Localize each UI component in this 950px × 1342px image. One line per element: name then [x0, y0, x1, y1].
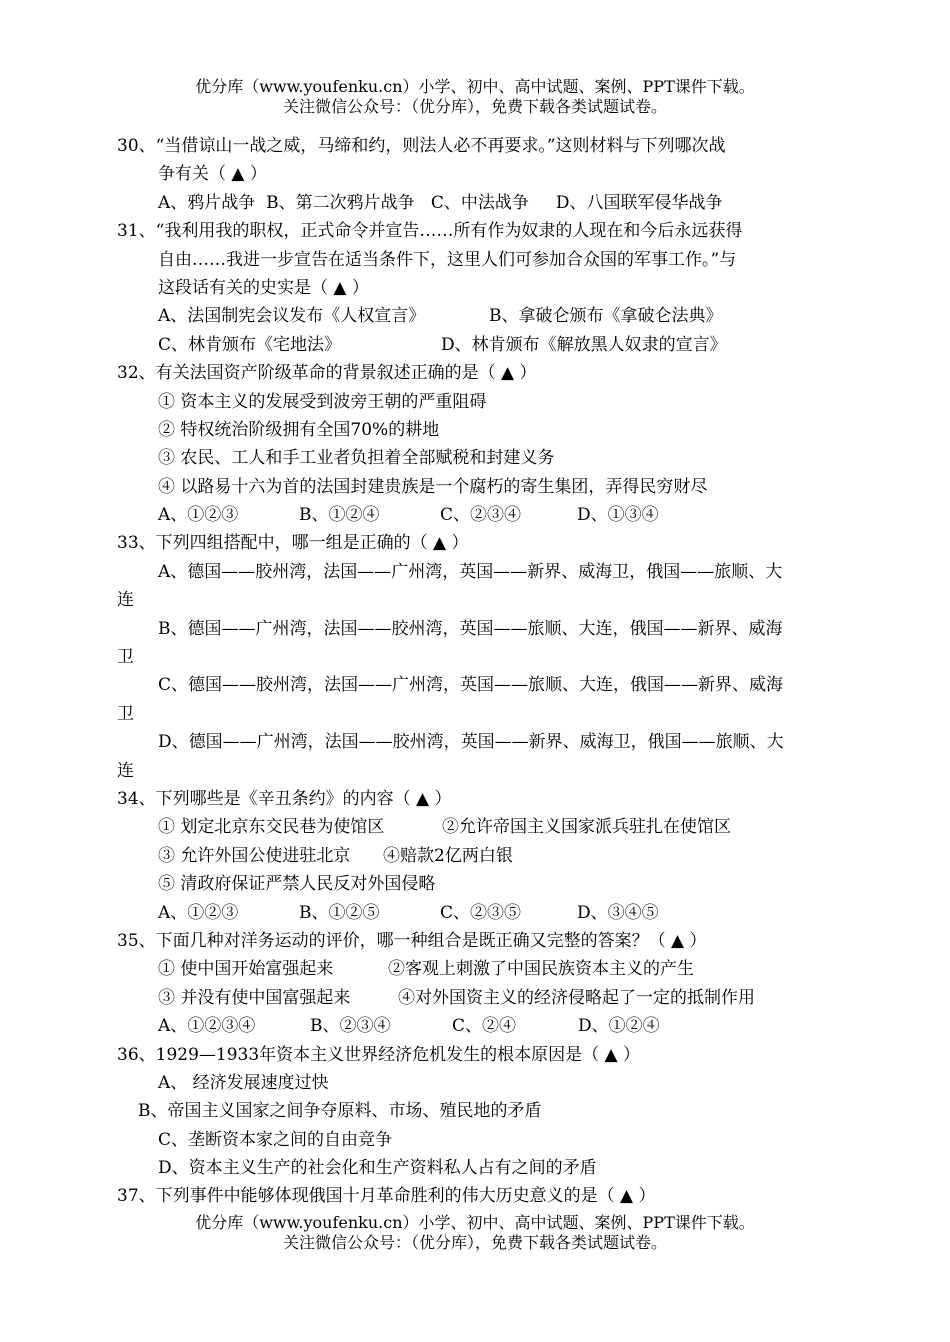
q34-option-b: B、①②⑤: [299, 902, 380, 923]
page-footer: [0, 1213, 950, 1253]
q34-statements-34: [117, 842, 837, 870]
q34-statements-12: [117, 813, 837, 841]
q32-statement-3: ③ 农民、工人和手工业者负担着全部赋税和封建义务: [158, 448, 555, 469]
q31-option-d: D、林肯颁布《解放黑人奴隶的宣言》: [441, 334, 727, 355]
q33-option-a-1: A、德国——胶州湾，法国——广州湾，英国——新界、威海卫，俄国——旅顺、大: [158, 561, 783, 582]
q35-statement-3: ③ 并没有使中国富强起来: [158, 987, 351, 1008]
q31-option-c: C、林肯颁布《宅地法》: [158, 334, 342, 355]
q32-option-c: C、②③④: [440, 505, 522, 526]
q36-option-b: B、帝国主义国家之间争夺原料、市场、殖民地的矛盾: [138, 1101, 542, 1122]
q31-option-b: B、拿破仑颁布《拿破仑法典》: [489, 306, 723, 327]
footer-line-1: 优分库（www.youfenku.cn）小学、初中、高中试题、案例、PPT课件下载。: [195, 1213, 755, 1232]
q36-option-d: D、资本主义生产的社会化和生产资料私人占有之间的矛盾: [158, 1158, 597, 1179]
q32-options: [117, 501, 837, 529]
page-header: [0, 77, 950, 117]
q30-option-c: C、中法战争: [430, 192, 529, 213]
q35-option-a: A、①②③④: [158, 1016, 256, 1037]
q35-statement-1: ① 使中国开始富强起来: [158, 959, 334, 980]
q33-option-c-2: 卫: [117, 703, 134, 724]
q34-statement-3: ③ 允许外国公使进驻北京: [158, 845, 351, 866]
q32-statement-1: ① 资本主义的发展受到波旁王朝的严重阻碍: [158, 391, 487, 412]
q34-stem: 34、下列哪些是《辛丑条约》的内容（ ▲ ）: [117, 788, 452, 809]
question-list: [117, 132, 837, 1211]
q37-stem: 37、下列事件中能够体现俄国十月革命胜利的伟大历史意义的是（ ▲ ）: [117, 1186, 656, 1207]
q31-options-cd: [117, 331, 837, 359]
header-line-2: 关注微信公众号：（优分库），免费下载各类试题试卷。: [282, 97, 667, 116]
q35-option-d: D、①②④: [578, 1016, 660, 1037]
q31-stem-2: 自由……我进一步宣告在适当条件下，这里人们可参加合众国的军事工作。”与: [158, 249, 737, 270]
q30-options: [117, 189, 837, 217]
q34-option-a: A、①②③: [158, 902, 239, 923]
q30-option-a: A、鸦片战争: [158, 192, 256, 213]
q35-statements-12: [117, 955, 837, 983]
q31-stem-1: 31、“我利用我的职权，正式命令并宣告……所有作为奴隶的人现在和今后永远获得: [117, 221, 743, 242]
footer-line-2: 关注微信公众号：（优分库），免费下载各类试题试卷。: [282, 1233, 667, 1252]
q33-option-b-2: 卫: [117, 647, 134, 668]
q34-statement-1: ① 划定北京东交民巷为使馆区: [158, 817, 385, 838]
q33-option-b-1: B、德国——广州湾，法国——胶州湾，英国——旅顺、大连，俄国——新界、威海: [158, 618, 783, 639]
q30-stem-2: 争有关（ ▲ ）: [158, 164, 267, 185]
q35-option-c: C、②④: [452, 1016, 517, 1037]
q35-stem: 35、下面几种对洋务运动的评价，哪一种组合是既正确又完整的答案？（ ▲ ）: [117, 930, 707, 951]
header-line-1: 优分库（www.youfenku.cn）小学、初中、高中试题、案例、PPT课件下载。: [195, 77, 755, 96]
q32-option-b: B、①②④: [299, 505, 380, 526]
q32-statement-4: ④ 以路易十六为首的法国封建贵族是一个腐朽的寄生集团，弄得民穷财尽: [158, 476, 708, 497]
q34-option-c: C、②③⑤: [440, 902, 522, 923]
q30-option-b: B、第二次鸦片战争: [266, 192, 415, 213]
q35-options: [117, 1012, 837, 1040]
q35-statements-34: [117, 984, 837, 1012]
q30-stem-1: 30、“当借谅山一战之威，马缔和约，则法人必不再要求。”这则材料与下列哪次战: [117, 136, 726, 156]
q36-option-a: A、 经济发展速度过快: [158, 1072, 329, 1093]
q31-option-a: A、法国制宪会议发布《人权宣言》: [158, 306, 426, 327]
q32-statement-2: ② 特权统治阶级拥有全国70%的耕地: [158, 419, 440, 440]
q31-stem-3: 这段话有关的史实是（ ▲ ）: [158, 277, 369, 298]
q34-options: [117, 899, 837, 927]
q32-option-d: D、①③④: [577, 505, 659, 526]
q35-statement-4: ④对外国资主义的经济侵略起了一定的抵制作用: [398, 987, 755, 1008]
q34-statement-2: ②允许帝国主义国家派兵驻扎在使馆区: [442, 817, 731, 838]
q33-option-a-2: 连: [117, 590, 134, 611]
q32-option-a: A、①②③: [158, 505, 239, 526]
q33-option-d-2: 连: [117, 760, 134, 781]
q36-option-c: C、垄断资本家之间的自由竞争: [158, 1129, 393, 1150]
q34-statement-5: ⑤ 清政府保证严禁人民反对外国侵略: [158, 874, 436, 895]
q30-option-d: D、八国联军侵华战争: [555, 192, 723, 213]
q32-stem: 32、有关法国资产阶级革命的背景叙述正确的是（ ▲ ）: [117, 363, 537, 384]
q36-stem: 36、1929—1933年资本主义世界经济危机发生的根本原因是（ ▲ ）: [117, 1044, 641, 1065]
q33-stem: 33、下列四组搭配中，哪一组是正确的（ ▲ ）: [117, 533, 469, 554]
q35-statement-2: ②客观上刺激了中国民族资本主义的产生: [388, 959, 694, 980]
q35-option-b: B、②③④: [310, 1016, 391, 1037]
q34-statement-4: ④赔款2亿两白银: [383, 845, 513, 866]
q33-option-d-1: D、德国——广州湾，法国——胶州湾，英国——新界、威海卫，俄国——旅顺、大: [158, 732, 784, 753]
q33-option-c-1: C、德国——胶州湾，法国——广州湾，英国——旅顺、大连，俄国——新界、威海: [158, 675, 784, 696]
q34-option-d: D、③④⑤: [577, 902, 659, 923]
q31-options-ab: [117, 302, 837, 330]
